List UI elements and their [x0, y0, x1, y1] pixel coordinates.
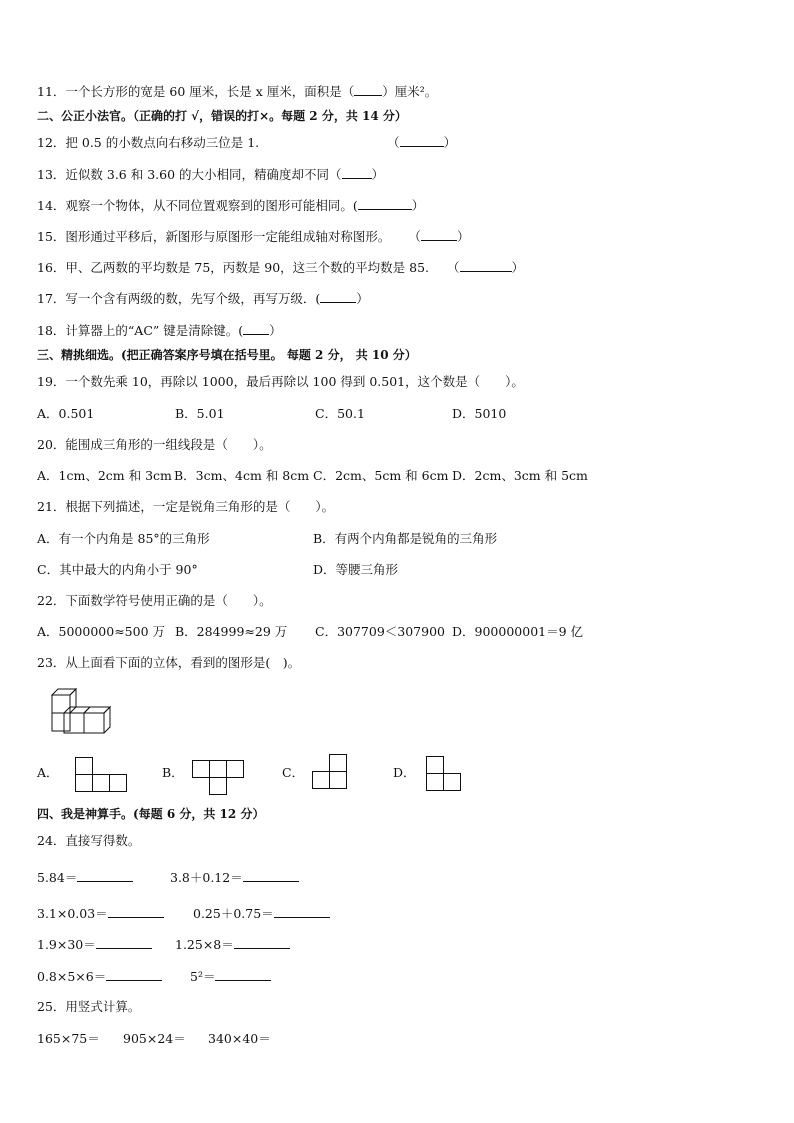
calc-expression: 5²＝ [190, 969, 216, 984]
section-3-heading: 三、精挑细选。(把正确答案序号填在括号里。 每题 2 分， 共 10 分） [37, 348, 417, 362]
bracket-close: ） [443, 135, 457, 150]
option-b[interactable]: B．284999≈29 万 [175, 624, 288, 639]
question-text: 14．观察一个物体，从不同位置观察到的图形可能相同。( [37, 198, 358, 213]
option-a[interactable]: A．1cm、2cm 和 3cm [37, 468, 172, 483]
question-25: 25．用竖式计算。 [37, 999, 141, 1014]
answer-blank[interactable] [243, 869, 299, 882]
question-23: 23．从上面看下面的立体，看到的图形是( )。 [37, 655, 301, 670]
option-c[interactable]: C．307709＜307900 [315, 624, 445, 639]
bracket-close: ） [269, 323, 282, 338]
option-b[interactable]: B．3cm、4cm 和 8cm [174, 468, 310, 483]
question-20: 20．能围成三角形的一组线段是（ ）。 [37, 437, 272, 452]
calc-expression: 3.8＋0.12＝ [170, 870, 243, 885]
answer-blank[interactable] [274, 905, 330, 918]
option-c[interactable]: C．其中最大的内角小于 90° [37, 562, 198, 577]
option-d[interactable]: D．等腰三角形 [313, 562, 399, 577]
answer-blank[interactable] [96, 936, 152, 949]
option-a-shape [75, 757, 127, 792]
option-b[interactable]: B．5.01 [175, 406, 225, 421]
question-21: 21．根据下列描述，一定是锐角三角形的是（ ）。 [37, 499, 335, 514]
calc-item [37, 905, 164, 922]
option-d-shape [426, 756, 462, 791]
bracket-close: ） [456, 229, 470, 244]
option-a[interactable]: A． [37, 765, 59, 780]
option-d[interactable]: D．2cm、3cm 和 5cm [452, 468, 588, 483]
vertical-calc-item: 905×24＝ [123, 1031, 186, 1046]
question-13 [37, 166, 384, 183]
calc-item [170, 869, 299, 886]
option-d[interactable]: D．5010 [452, 406, 507, 421]
answer-blank[interactable] [243, 322, 269, 335]
vertical-calc-item: 165×75＝ [37, 1031, 100, 1046]
calc-item [175, 936, 290, 953]
question-tail: ）厘米²。 [382, 84, 438, 99]
bracket-open: （ [447, 260, 460, 275]
option-a[interactable]: A．5000000≈500 万 [37, 624, 166, 639]
question-text: 13．近似数 3.6 和 3.60 的大小相同，精确度却不同（ [37, 167, 342, 182]
option-c[interactable]: C．2cm、5cm 和 6cm [313, 468, 449, 483]
question-text: 17．写一个含有两级的数，先写个级，再写万级．( [37, 291, 321, 306]
calc-item [37, 869, 133, 886]
bracket-close: ） [411, 198, 425, 213]
bracket-open: （ [408, 229, 421, 244]
calc-item [37, 968, 162, 985]
question-16 [37, 259, 524, 276]
question-text: 15．图形通过平移后，新图形与原图形一定能组成轴对称图形。 [37, 229, 391, 244]
calc-expression: 1.9×30＝ [37, 937, 96, 952]
calc-item [193, 905, 330, 922]
answer-blank[interactable] [108, 905, 164, 918]
vertical-calc-item: 340×40＝ [208, 1031, 271, 1046]
option-b[interactable]: B．有两个内角都是锐角的三角形 [313, 531, 498, 546]
option-d[interactable]: D．900000001＝9 亿 [452, 624, 584, 639]
option-a[interactable]: A．0.501 [37, 406, 95, 421]
question-22: 22．下面数学符号使用正确的是（ ）。 [37, 593, 272, 608]
calc-expression: 5.84＝ [37, 870, 78, 885]
question-12 [37, 134, 456, 151]
question-text: 16．甲、乙两数的平均数是 75，丙数是 90，这三个数的平均数是 85. [37, 260, 430, 275]
calc-expression: 1.25×8＝ [175, 937, 234, 952]
question-17 [37, 290, 369, 307]
answer-blank[interactable] [320, 290, 356, 303]
answer-blank[interactable] [421, 228, 457, 241]
answer-blank[interactable] [460, 259, 512, 272]
question-18 [37, 322, 282, 339]
question-19: 19．一个数先乘 10，再除以 1000，最后再除以 100 得到 0.501，这个数是（ ）。 [37, 374, 524, 389]
question-text: 12．把 0.5 的小数点向右移动三位是 1. [37, 135, 260, 150]
option-c[interactable]: C． [282, 765, 305, 780]
question-text: 11．一个长方形的宽是 60 厘米，长是 x 厘米，面积是（ [37, 84, 355, 99]
calc-expression: 3.1×0.03＝ [37, 906, 108, 921]
calc-item [190, 968, 271, 985]
question-14 [37, 197, 424, 214]
option-c[interactable]: C．50.1 [315, 406, 365, 421]
question-15 [37, 228, 469, 245]
question-24: 24．直接写得数。 [37, 833, 141, 848]
calc-expression: 0.8×5×6＝ [37, 969, 107, 984]
answer-blank[interactable] [77, 869, 133, 882]
answer-blank[interactable] [215, 968, 271, 981]
cube-stack-figure [50, 688, 112, 736]
calc-expression: 0.25＋0.75＝ [193, 906, 274, 921]
bracket-close: ） [511, 260, 525, 275]
answer-blank[interactable] [234, 936, 290, 949]
answer-blank[interactable] [106, 968, 162, 981]
answer-blank[interactable] [400, 134, 444, 147]
option-b-shape [192, 760, 244, 795]
calc-item [37, 936, 152, 953]
bracket-close: ） [356, 291, 369, 306]
question-11 [37, 83, 437, 100]
question-text: 18．计算器上的“AC” 键是清除键。( [37, 323, 244, 338]
answer-blank[interactable] [342, 166, 372, 179]
option-b[interactable]: B． [162, 765, 184, 780]
bracket-open: （ [387, 135, 400, 150]
option-a[interactable]: A．有一个内角是 85°的三角形 [37, 531, 210, 546]
answer-blank[interactable] [354, 83, 382, 96]
section-2-heading: 二、公正小法官。（正确的打 √，错误的打×。每题 2 分，共 14 分） [37, 109, 407, 123]
option-c-shape [312, 754, 348, 789]
option-d[interactable]: D． [393, 765, 416, 780]
section-4-heading: 四、我是神算手。(每题 6 分，共 12 分） [37, 807, 265, 821]
answer-blank[interactable] [358, 197, 412, 210]
bracket-close: ） [371, 167, 385, 182]
